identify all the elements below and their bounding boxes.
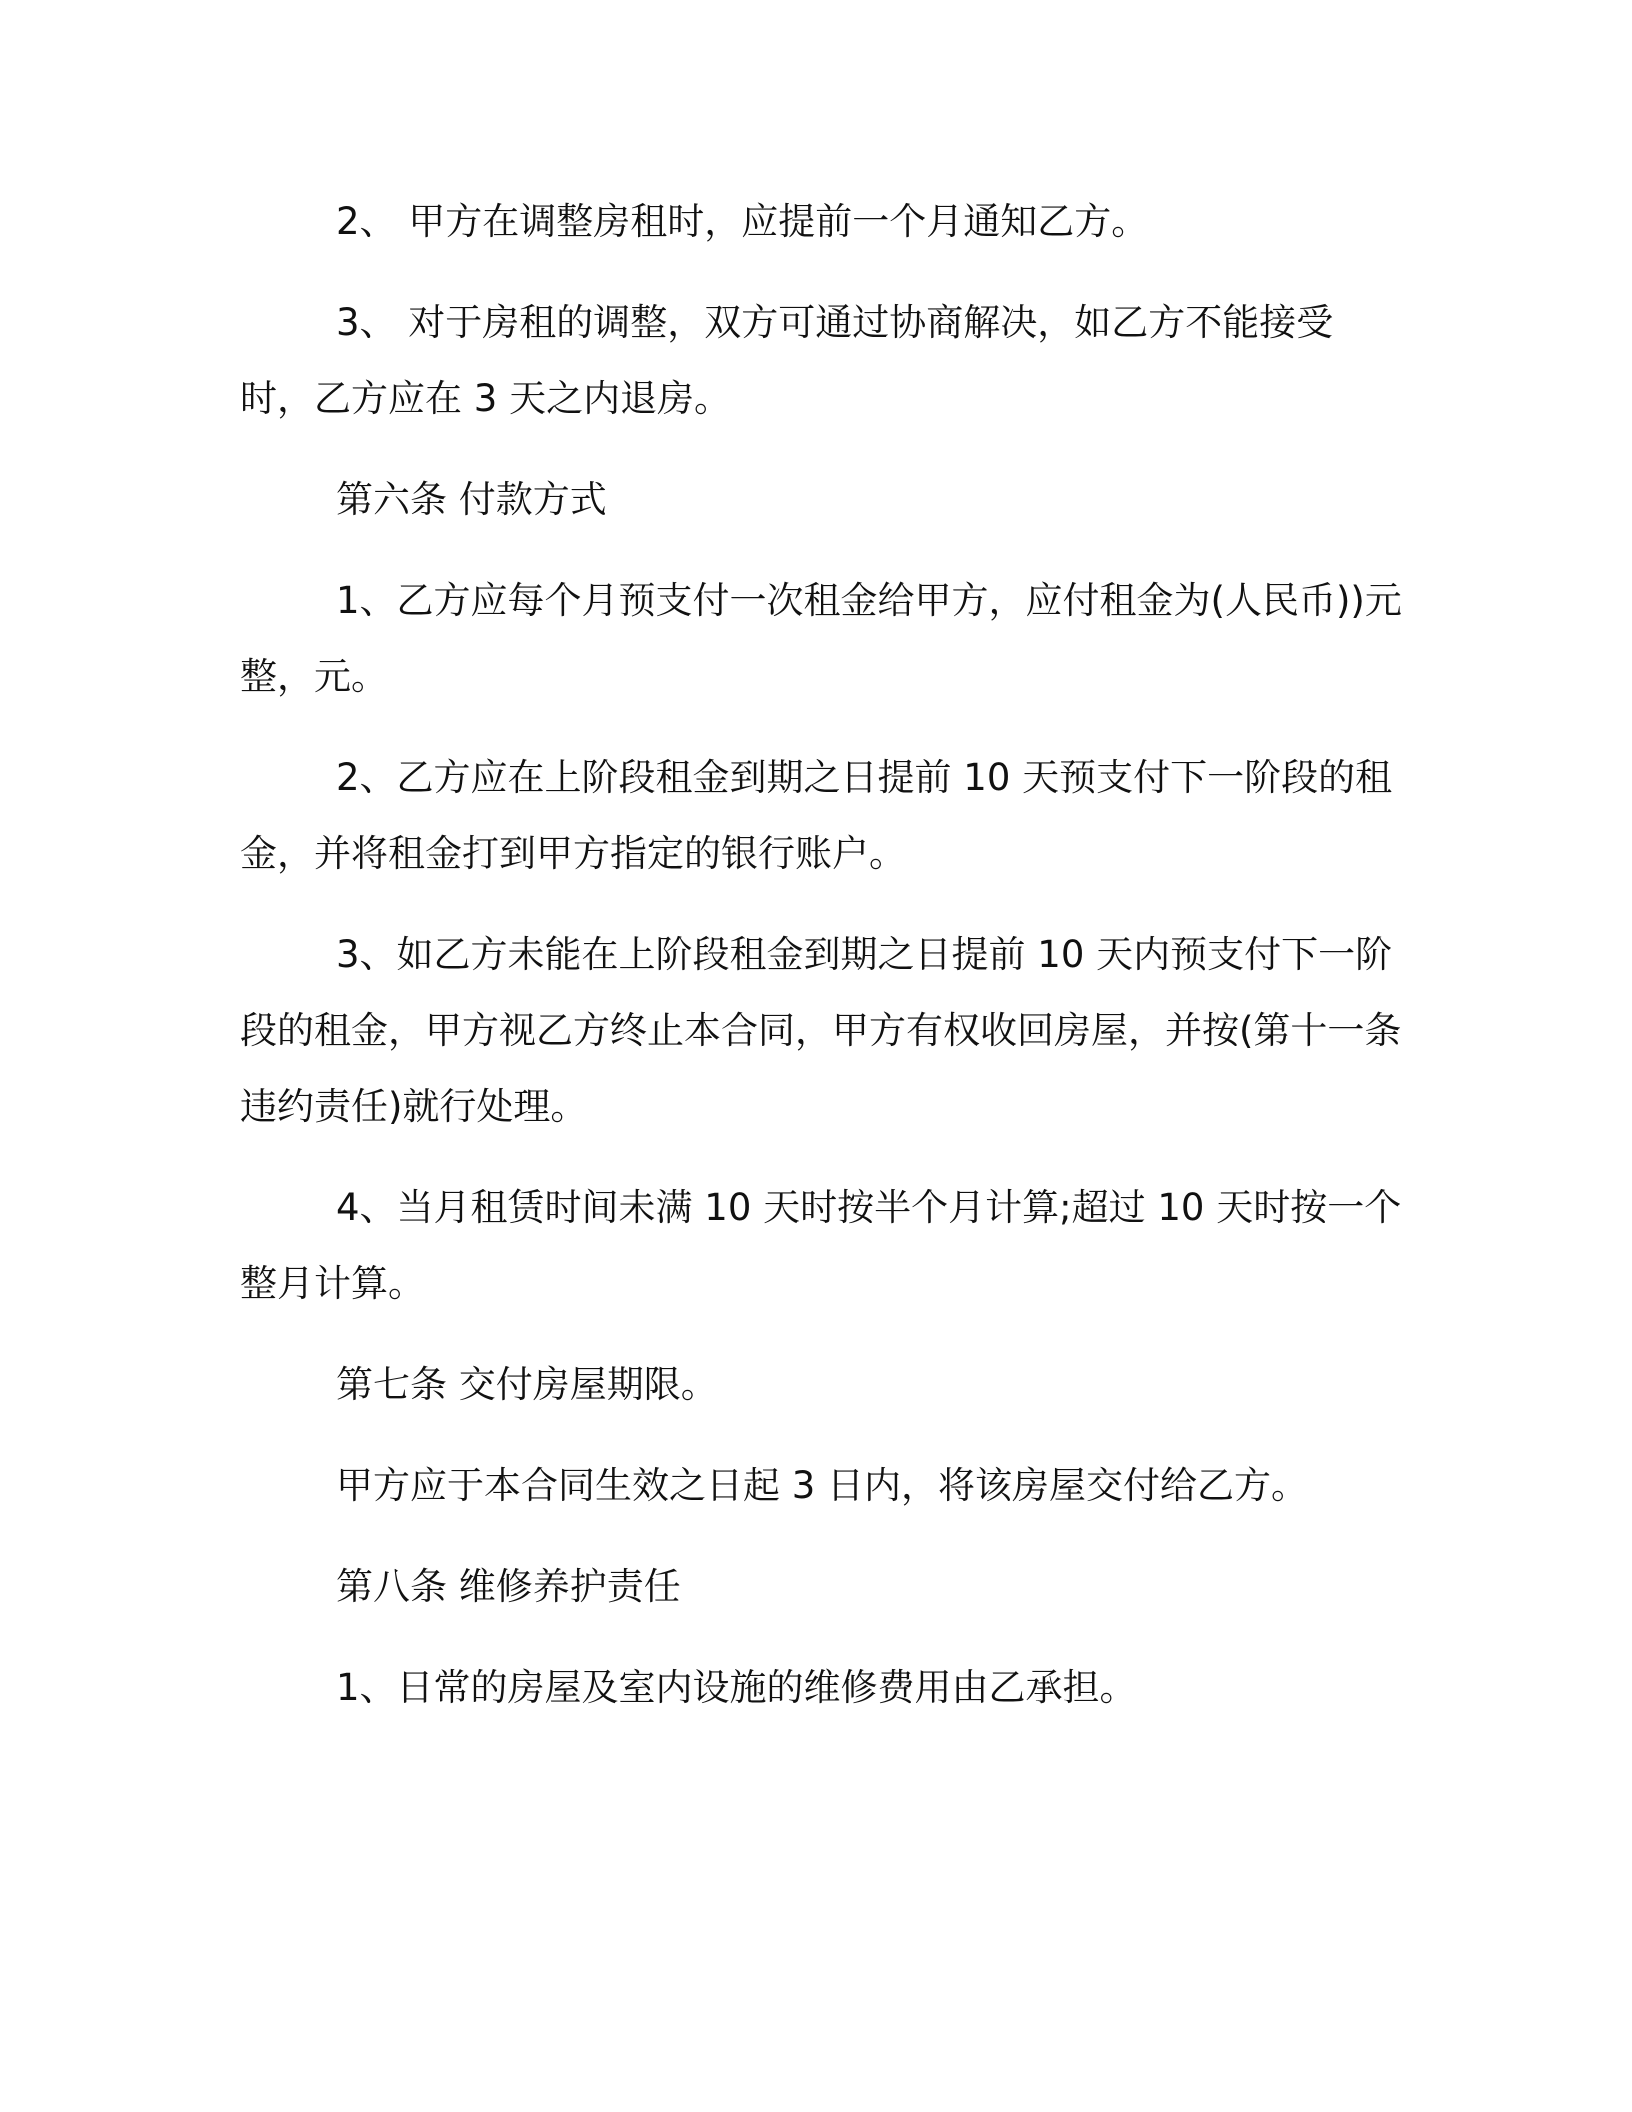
clause-paragraph: 3、如乙方未能在上阶段租金到期之日提前 10 天内预支付下一阶段的租金，甲方视乙方终止本合同，甲方有权收回房屋，并按(第十一条 违约责任)就行处理。 — [240, 933, 1402, 1128]
section-heading: 第七条 交付房屋期限。 — [336, 1363, 718, 1406]
clause-paragraph: 3、 对于房租的调整，双方可通过协商解决，如乙方不能接受时，乙方应在 3 天之内退房。 — [240, 301, 1334, 420]
clause-paragraph: 4、当月租赁时间未满 10 天时按半个月计算;超过 10 天时按一个整月计算。 — [240, 1186, 1402, 1305]
clause-paragraph: 2、 甲方在调整房租时，应提前一个月通知乙方。 — [336, 200, 1149, 243]
clause-paragraph: 2、乙方应在上阶段租金到期之日提前 10 天预支付下一阶段的租金，并将租金打到甲方指定的银行账户。 — [240, 756, 1393, 875]
clause-paragraph: 甲方应于本合同生效之日起 3 日内，将该房屋交付给乙方。 — [336, 1464, 1309, 1507]
clause-paragraph: 1、乙方应每个月预支付一次租金给甲方，应付租金为(人民币))元整，元。 — [240, 579, 1402, 698]
section-heading: 第六条 付款方式 — [336, 478, 607, 521]
clause-paragraph: 1、日常的房屋及室内设施的维修费用由乙承担。 — [336, 1666, 1137, 1709]
section-heading: 第八条 维修养护责任 — [336, 1565, 681, 1608]
document-body — [240, 184, 1402, 1751]
